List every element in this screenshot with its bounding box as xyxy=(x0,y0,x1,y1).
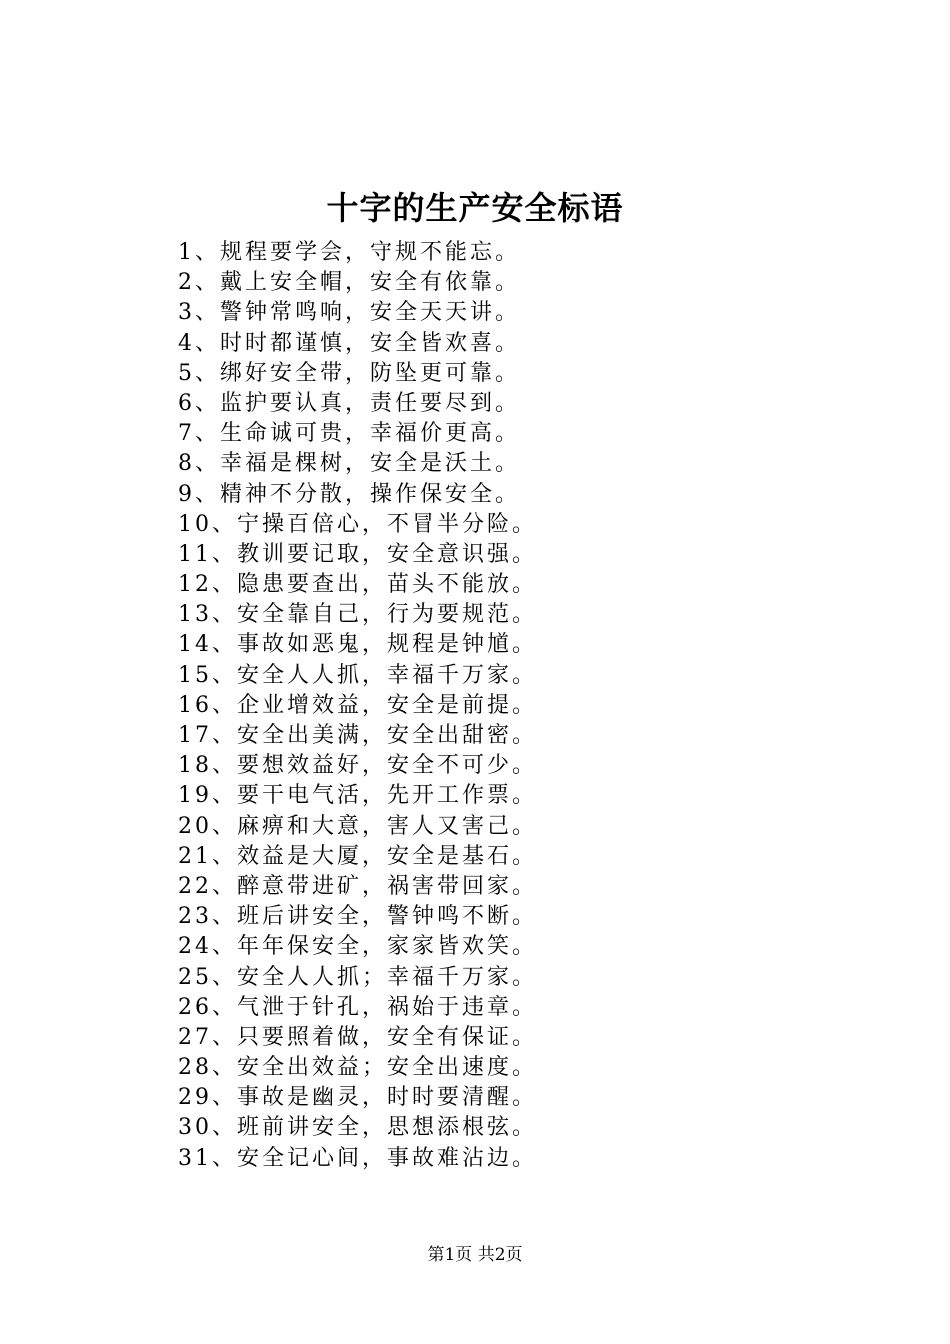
slogan-item: 12、隐患要查出，苗头不能放。 xyxy=(178,572,537,598)
slogan-item: 8、幸福是棵树，安全是沃土。 xyxy=(178,451,520,477)
slogan-item: 23、班后讲安全，警钟鸣不断。 xyxy=(178,904,537,930)
slogan-item: 25、安全人人抓；幸福千万家。 xyxy=(178,964,537,990)
slogan-item: 29、事故是幽灵，时时要清醒。 xyxy=(178,1085,537,1111)
slogan-list xyxy=(178,238,537,1174)
slogan-item: 15、安全人人抓，幸福千万家。 xyxy=(178,662,537,688)
slogan-item: 16、企业增效益，安全是前提。 xyxy=(178,692,537,718)
slogan-item: 28、安全出效益；安全出速度。 xyxy=(178,1055,537,1081)
slogan-item: 17、安全出美满，安全出甜密。 xyxy=(178,723,537,748)
slogan-item: 19、要干电气活，先开工作票。 xyxy=(178,783,537,809)
slogan-item: 14、事故如恶鬼，规程是钟馗。 xyxy=(178,632,537,658)
slogan-item: 6、监护要认真，责任要尽到。 xyxy=(178,390,520,416)
slogan-item: 22、醉意带进矿，祸害带回家。 xyxy=(178,873,537,899)
slogan-item: 27、只要照着做，安全有保证。 xyxy=(178,1024,537,1050)
slogan-item: 2、戴上安全帽，安全有依靠。 xyxy=(178,270,520,296)
document-title: 十字的生产安全标语 xyxy=(326,189,624,227)
slogan-item: 18、要想效益好，安全不可少。 xyxy=(178,753,537,779)
slogan-item: 30、班前讲安全，思想添根弦。 xyxy=(178,1115,537,1141)
slogan-item: 7、生命诚可贵，幸福价更高。 xyxy=(178,421,520,447)
slogan-item: 3、警钟常鸣响，安全天天讲。 xyxy=(178,300,520,326)
slogan-item: 20、麻痹和大意，害人又害己。 xyxy=(178,813,537,839)
slogan-item: 11、教训要记取，安全意识强。 xyxy=(178,541,537,567)
slogan-item: 5、绑好安全带，防坠更可靠。 xyxy=(178,360,520,386)
slogan-item: 26、气泄于针孔，祸始于违章。 xyxy=(178,994,537,1020)
page-number: 第1页 共2页 xyxy=(427,1245,523,1265)
slogan-item: 13、安全靠自己，行为要规范。 xyxy=(178,602,537,628)
slogan-item: 1、规程要学会，守规不能忘。 xyxy=(178,240,520,265)
slogan-item: 21、效益是大厦，安全是基石。 xyxy=(178,843,537,869)
slogan-item: 9、精神不分散，操作保安全。 xyxy=(178,481,520,507)
slogan-item: 10、宁操百倍心，不冒半分险。 xyxy=(178,511,537,537)
slogan-item: 31、安全记心间，事故难沾边。 xyxy=(178,1145,537,1171)
slogan-item: 24、年年保安全，家家皆欢笑。 xyxy=(178,934,537,960)
slogan-item: 4、时时都谨慎，安全皆欢喜。 xyxy=(178,330,520,356)
